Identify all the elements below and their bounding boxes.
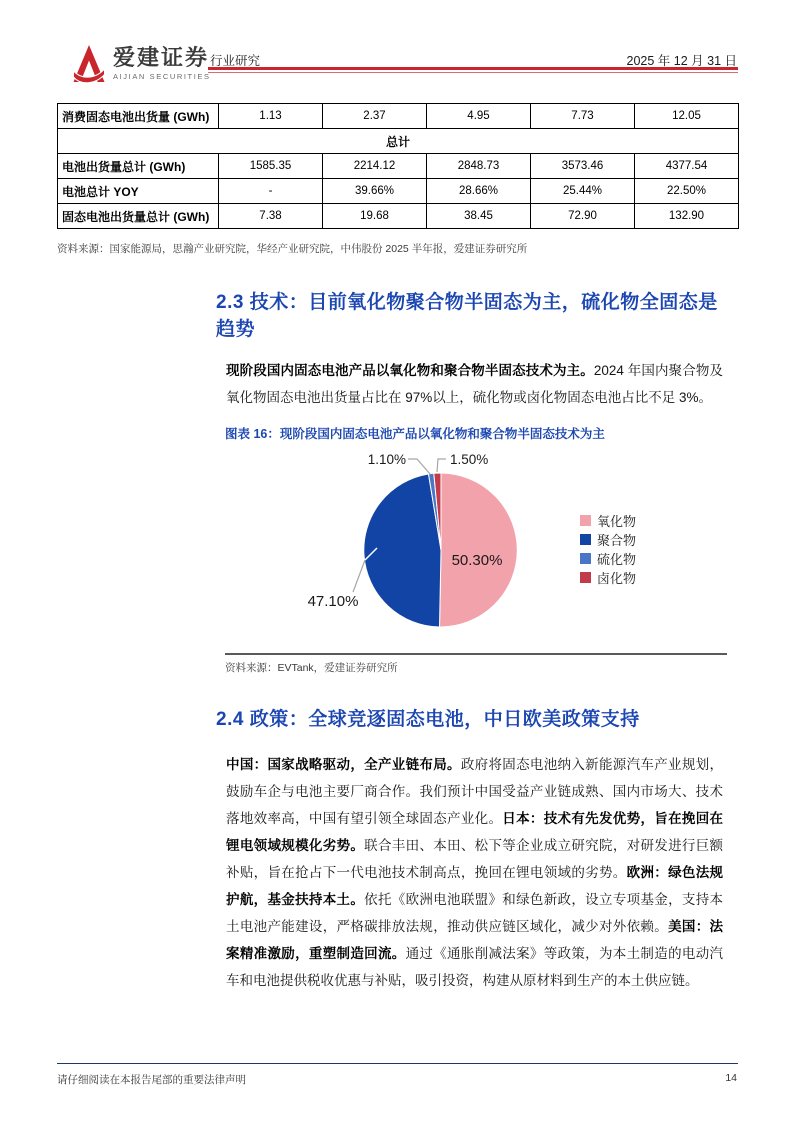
pie-label-oxide: 50.30% <box>451 552 503 569</box>
leader-line-halide <box>437 459 446 472</box>
text-run: 通过《通胀削减法案》等政策，为本土制造的电动汽车和电池提供税收优惠与补贴，吸引投资，构建从原材料到生产的本土供应链。 <box>226 946 724 988</box>
section-title-policy: 2.4 政策：全球竞逐固态电池，中日欧美政策支持 <box>216 709 640 730</box>
section-title-tech: 2.3 技术：目前氧化物聚合物半固态为主，硫化物全固态是趋势 <box>216 292 718 340</box>
tech-paragraph <box>226 357 723 411</box>
text-run: 依托《欧洲电池联盟》和绿色新政，设立专项基金，支持本土电池产能建设，严格碳排放法规，推动供应链区域化，减少对外依赖。 <box>226 892 724 934</box>
value-cell: 3573.46 <box>531 154 635 179</box>
bold-run: 欧洲：绿色法规护航，基金扶持本土。 <box>226 865 724 907</box>
row-label-cell: 电池总计 YOY <box>58 179 219 204</box>
footer-disclaimer: 请仔细阅读在本报告尾部的重要法律声明 <box>57 1074 246 1086</box>
value-cell: 2214.12 <box>323 154 427 179</box>
table-merged-row <box>58 129 739 154</box>
value-cell: 39.66% <box>323 179 427 204</box>
table-row <box>58 154 739 179</box>
aijian-logo-icon <box>72 44 106 84</box>
brand-name: 爱建证券 <box>113 45 210 70</box>
pie-label-polymer: 47.10% <box>307 593 359 610</box>
doc-type-label: 行业研究 <box>210 54 261 68</box>
row-label-cell: 固态电池出货量总计 (GWh) <box>58 204 219 229</box>
legend-label: 硫化物 <box>597 552 637 567</box>
legend-swatch-icon <box>580 572 591 583</box>
bold-run: 日本：技术有先发优势，旨在挽回在锂电领域规模化劣势。 <box>226 811 724 853</box>
table-row <box>58 104 739 129</box>
figure-source: 资料来源：EVTank，爱建证券研究所 <box>225 662 398 674</box>
legend-item <box>580 549 636 568</box>
footer-rule <box>57 1063 738 1064</box>
pie-label-halide: 1.50% <box>450 452 489 467</box>
row-label-cell: 电池出货量总计 (GWh) <box>58 154 219 179</box>
battery-shipment-table <box>57 103 739 229</box>
policy-paragraph <box>226 751 723 994</box>
legend-item <box>580 568 636 587</box>
table-source: 资料来源：国家能源局，思瀚产业研究院，华经产业研究院，中伟股份 2025 半年报，爱建证券研究所 <box>57 243 528 255</box>
value-cell: 7.73 <box>531 104 635 129</box>
value-cell: 7.38 <box>219 204 323 229</box>
table-section-cell: 总计 <box>58 129 739 154</box>
brand-text <box>113 47 211 81</box>
value-cell: 22.50% <box>635 179 739 204</box>
page-number: 14 <box>725 1072 737 1084</box>
figure-caption: 图表 16：现阶段国内固态电池产品以氧化物和聚合物半固态技术为主 <box>225 424 727 451</box>
legend-swatch-icon <box>580 515 591 526</box>
pie-chart <box>225 448 727 653</box>
value-cell: 72.90 <box>531 204 635 229</box>
value-cell: 1.13 <box>219 104 323 129</box>
value-cell: 38.45 <box>427 204 531 229</box>
legend-item <box>580 511 636 530</box>
pie-slices <box>364 473 517 627</box>
leader-line-sulfide <box>408 459 430 474</box>
row-label-cell: 消费固态电池出货量 (GWh) <box>58 104 219 129</box>
text-run: 2024 年国内聚合物及氧化物固态电池出货量占比在 97%以上，硫化物或卤化物固态电池占比不足 3%。 <box>226 363 723 405</box>
aijian-logo <box>72 44 211 84</box>
text-run: 联合丰田、本田、松下等企业成立研究院，对研发进行巨额补贴，旨在抢占下一代电池技术制高点，挽回在锂电领域的劣势。 <box>226 838 724 880</box>
pie-label-sulfide: 1.10% <box>367 452 406 467</box>
report-date: 2025 年 12 月 31 日 <box>626 54 737 68</box>
table-row <box>58 204 739 229</box>
figure-area <box>225 448 727 655</box>
legend-label: 氧化物 <box>597 514 637 529</box>
value-cell: 4.95 <box>427 104 531 129</box>
value-cell: 2848.73 <box>427 154 531 179</box>
value-cell: 132.90 <box>635 204 739 229</box>
text-run: 政府将固态电池纳入新能源汽车产业规划，鼓励车企与电池主要厂商合作。我们预计中国受益产业链成熟、国内市场大、技术落地效率高，中国有望引领全球固态产业化。 <box>226 757 724 826</box>
pie-slice-氧化物 <box>440 473 518 627</box>
value-cell: 2.37 <box>323 104 427 129</box>
table-body <box>58 104 739 229</box>
brand-subtitle: AIJIAN SECURITIES <box>113 72 211 81</box>
value-cell: - <box>219 179 323 204</box>
legend-label: 卤化物 <box>597 571 637 586</box>
value-cell: 25.44% <box>531 179 635 204</box>
legend-label: 聚合物 <box>597 533 637 548</box>
legend-swatch-icon <box>580 553 591 564</box>
legend-item <box>580 530 636 549</box>
value-cell: 28.66% <box>427 179 531 204</box>
chart-legend <box>580 511 636 587</box>
bold-run: 美国：法案精准激励，重塑制造回流。 <box>226 919 724 961</box>
header-rule <box>208 67 738 73</box>
value-cell: 1585.35 <box>219 154 323 179</box>
value-cell: 4377.54 <box>635 154 739 179</box>
bold-run: 现阶段国内固态电池产品以氧化物和聚合物半固态技术为主。 <box>226 363 594 378</box>
value-cell: 12.05 <box>635 104 739 129</box>
table-row <box>58 179 739 204</box>
leader-line-polymer <box>353 560 365 592</box>
legend-swatch-icon <box>580 534 591 545</box>
bold-run: 中国：国家战略驱动，全产业链布局。 <box>226 757 461 772</box>
value-cell: 19.68 <box>323 204 427 229</box>
